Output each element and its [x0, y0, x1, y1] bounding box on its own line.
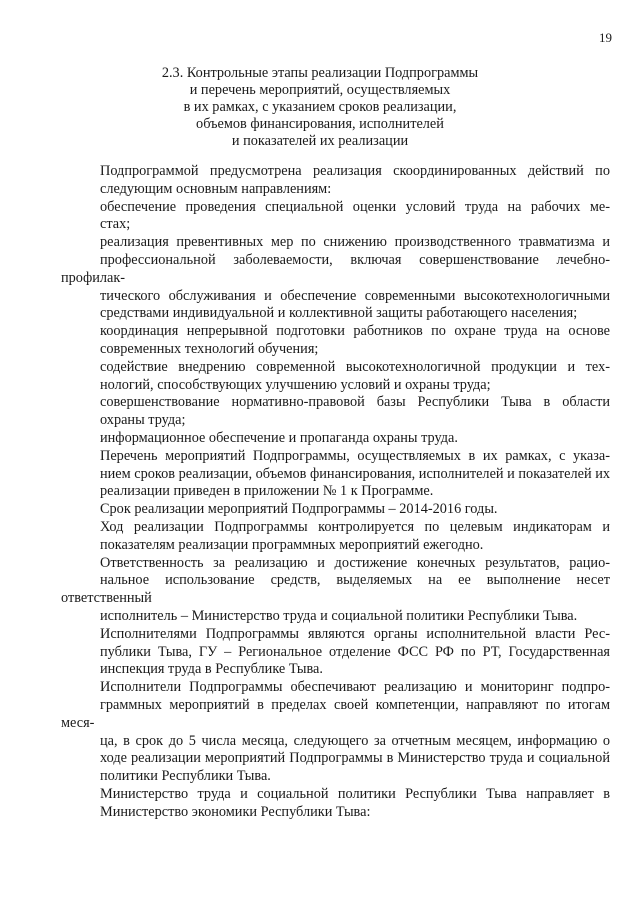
paragraph-line: инспекция труда в Республике Тыва.: [100, 661, 323, 678]
paragraph-line: Срок реализации мероприятий Подпрограммы – 2014-2016 годы.: [100, 501, 498, 518]
paragraph-line: публики Тыва, ГУ – Региональное отделение ФСС РФ по РТ, Государственная: [100, 643, 610, 660]
page-number: 19: [599, 30, 612, 45]
paragraph-line: граммных мероприятий в пределах своей компетенции, направляют по итогам меся-: [61, 696, 610, 731]
paragraph-line: Перечень мероприятий Подпрограммы, осуществляемых в их рамках, с указа-: [100, 447, 610, 464]
section-title-line: объемов финансирования, исполнителей: [196, 116, 444, 132]
section-title-line: и перечень мероприятий, осуществляемых: [189, 82, 451, 98]
paragraph: [61, 679, 610, 786]
paragraph-line: политики Республики Тыва.: [100, 768, 271, 785]
paragraph: [61, 359, 610, 395]
paragraph-line: исполнитель – Министерство труда и социальной политики Республики Тыва.: [100, 607, 578, 624]
paragraph: [61, 323, 610, 359]
paragraph-line: ходе реализации мероприятий Подпрограммы в Министерство труда и социальной: [100, 750, 610, 767]
paragraph-line: современных технологий обучения;: [100, 340, 319, 357]
paragraph-line: реализации приведен в приложении № 1 к Программе.: [100, 483, 434, 500]
paragraph-line: координация непрерывной подготовки работников по охране труда на основе: [100, 323, 610, 340]
paragraph-line: охраны труда;: [100, 412, 186, 429]
section-title-line: и показателей их реализации: [231, 133, 409, 149]
paragraph-line: информационное обеспечение и пропаганда охраны труда.: [100, 429, 458, 446]
paragraph-line: Исполнители Подпрограммы обеспечивают реализацию и мониторинг подпро-: [100, 679, 610, 696]
paragraph-line: реализация превентивных мер по снижению производственного травматизма и: [100, 234, 610, 251]
paragraph: [61, 555, 610, 626]
paragraph-line: ца, в срок до 5 числа месяца, следующего за отчетным месяцем, информацию о: [100, 732, 610, 749]
section-title: [100, 65, 540, 150]
paragraph-line: тического обслуживания и обеспечение современными высокотехнологичными: [100, 287, 610, 304]
paragraph: [61, 163, 610, 199]
paragraph: [61, 234, 610, 323]
section-title-line: 2.3. Контрольные этапы реализации Подпрограммы: [161, 65, 479, 81]
paragraph: [61, 199, 610, 235]
paragraph-line: Ответственность за реализацию и достижение конечных результатов, рацио-: [100, 554, 610, 571]
paragraph-line: стах;: [100, 216, 131, 233]
paragraph-line: нальное использование средств, выделяемых на ее выполнение несет ответственный: [61, 572, 610, 607]
paragraph-line: средствами индивидуальной и коллективной защиты работающего населения;: [100, 305, 578, 322]
paragraph-line: содействие внедрению современной высокотехнологичной продукции и тех-: [100, 358, 610, 375]
paragraph: [61, 626, 610, 679]
paragraph: [61, 501, 610, 519]
paragraph-line: совершенствование нормативно-правовой базы Республики Тыва в области: [100, 394, 610, 411]
paragraph-line: нием сроков реализации, объемов финансирования, исполнителей и показателей их: [100, 465, 610, 482]
paragraph-line: показателям реализации программных мероприятий ежегодно.: [100, 536, 484, 553]
paragraph: [61, 519, 610, 555]
paragraph-line: Ход реализации Подпрограммы контролируется по целевым индикаторам и: [100, 518, 610, 535]
paragraph-line: нологий, способствующих улучшению условий и охраны труда;: [100, 376, 491, 393]
paragraph-line: следующим основным направлениям:: [100, 180, 332, 197]
paragraph-line: профессиональной заболеваемости, включая совершенствование лечебно-профилак-: [61, 251, 610, 286]
paragraph: [61, 430, 610, 448]
paragraph-line: Министерство труда и социальной политики Республики Тыва направляет в: [100, 785, 610, 802]
paragraph-line: обеспечение проведения специальной оценки условий труда на рабочих ме-: [100, 198, 610, 215]
paragraph: [61, 786, 610, 822]
paragraph: [61, 394, 610, 430]
body-text: [61, 163, 610, 821]
paragraph-line: Подпрограммой предусмотрена реализация скоординированных действий по: [100, 163, 610, 179]
paragraph: [61, 448, 610, 501]
paragraph-line: Министерство экономики Республики Тыва:: [100, 803, 371, 820]
section-title-line: в их рамках, с указанием сроков реализации,: [183, 99, 457, 115]
paragraph-line: Исполнителями Подпрограммы являются органы исполнительной власти Рес-: [100, 625, 610, 642]
